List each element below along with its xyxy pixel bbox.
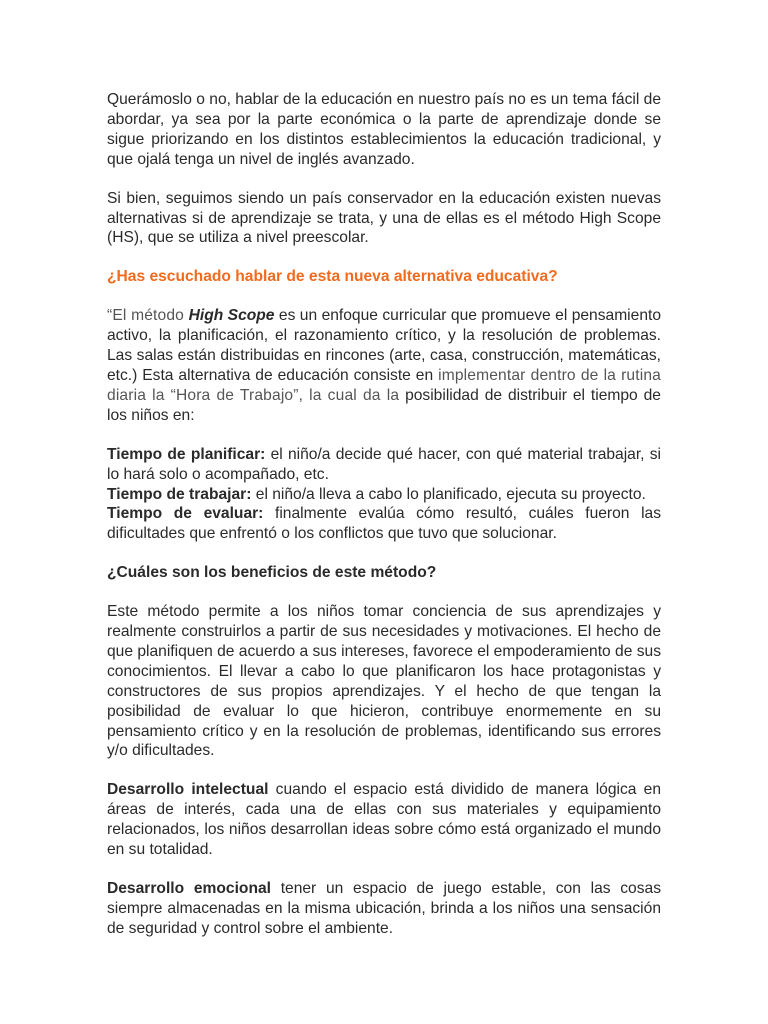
paragraph-high-scope-definition [107,306,661,425]
paragraph-desarrollo-emocional [107,879,661,939]
high-scope-term: High Scope [188,307,275,325]
tiempo-trabajar [107,486,646,503]
tiempo-trabajar-text: el niño/a lleva a cabo lo planificado, ejecuta su proyecto. [251,485,646,503]
definition-closing-text: posibilidad de distribuir el tiempo de los niños en: [107,386,661,424]
desarrollo-emocional-term: Desarrollo emocional [107,880,271,897]
paragraph-intro: Querámoslo o no, hablar de la educación en nuestro país no es un tema fácil de abordar, ya sea por la parte económica o la parte de aprendizaje donde se sigue priorizando en los distintos establecimientos la educación tradicional, y que ojalá tenga un nivel de inglés avanzado. [107,91,661,168]
hora-de-trabajo-text: implementar dentro de la rutina diaria la “Hora de Trabajo”, la cual da la [107,366,662,404]
tiempo-planificar-term: Tiempo de planificar: [107,445,266,463]
desarrollo-intelectual-text: cuando el espacio está dividido de manera lógica en áreas de interés, cada una de ellas con sus materiales y equipamiento relacionados, los niños desarrollan ideas sobre cómo está organizado el mundo en su totalidad. [107,781,661,859]
desarrollo-intelectual-term: Desarrollo intelectual [107,781,269,799]
quote-open-text: “El método [107,307,189,325]
paragraph-desarrollo-intelectual [107,780,661,860]
tiempo-planificar-text: el niño/a decide qué hacer, con qué material trabajar, si lo hará solo o acompañado, etc. [107,445,662,483]
heading-beneficios: ¿Cuáles son los beneficios de este método? [107,564,437,582]
tiempo-trabajar-term: Tiempo de trabajar: [107,485,252,503]
paragraph-alternatives: Si bien, seguimos siendo un país conservador en la educación existen nuevas alternativas si de aprendizaje se trata, y una de ellas es el método High Scope (HS), que se utiliza a nivel preescolar. [107,189,661,247]
tiempo-evaluar-text: finalmente evalúa cómo resultó, cuáles fueron las dificultades que enfrentó o los conflictos que tuvo que solucionar. [107,505,662,543]
heading-has-escuchado: ¿Has escuchado hablar de esta nueva alternativa educativa? [107,268,558,286]
tiempos-list [107,445,661,545]
definition-text: es un enfoque curricular que promueve el pensamiento activo, la planificación, el razonamiento crítico, y la resolución de problemas. Las salas están distribuidas en rincones (arte, casa, construcción, matemáticas, etc.) Esta alternativa de educación consiste en [107,307,662,384]
paragraph-beneficios: Este método permite a los niños tomar conciencia de sus aprendizajes y realmente construirlos a partir de sus necesidades y motivaciones. El hecho de que planifiquen de acuerdo a sus intereses, favorece el empoderamiento de sus conocimientos. El llevar a cabo lo que planificaron los hace protagonistas y constructores de sus propios aprendizajes. Y el hecho de que tengan la posibilidad de evaluar lo que hicieron, contribuye enormemente en su pensamiento crítico y en la resolución de problemas, identificando sus errores y/o dificultades. [107,603,661,760]
tiempo-evaluar-term: Tiempo de evaluar: [107,505,264,523]
desarrollo-emocional-text: tener un espacio de juego estable, con las cosas siempre almacenadas en la misma ubicación, brinda a los niños una sensación de seguridad y control sobre el ambiente. [107,880,661,937]
tiempo-planificar [107,446,661,483]
tiempo-evaluar [107,505,661,542]
